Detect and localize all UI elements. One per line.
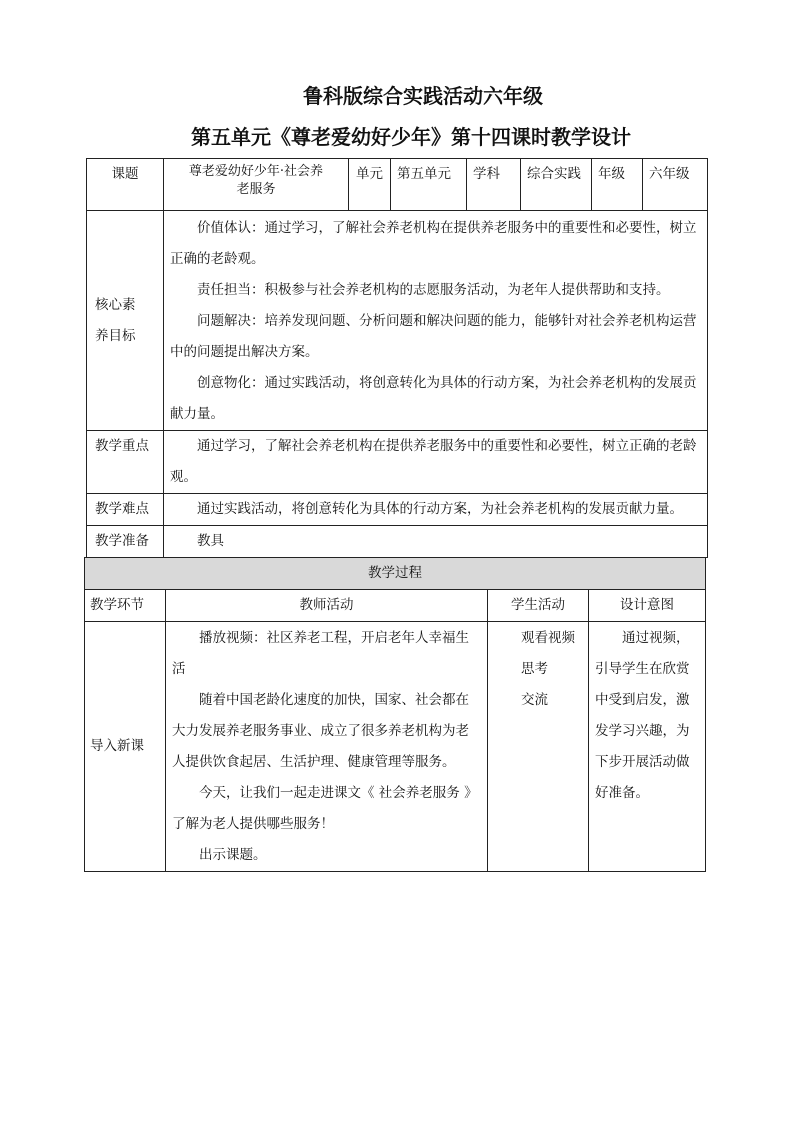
subject-value: 综合实践 <box>521 159 592 211</box>
student-item: 交流 <box>521 692 548 708</box>
difficulty-row <box>87 494 708 526</box>
unit-label: 单元 <box>349 159 391 211</box>
process-row <box>85 622 706 872</box>
process-title-row <box>85 558 706 590</box>
core-goals-row <box>87 211 708 431</box>
design-intent <box>589 622 706 872</box>
prep-row <box>87 526 708 558</box>
focus-text: 通过学习，了解社会养老机构在提供养老服务中的重要性和必要性，树立正确的老龄观。 <box>164 431 708 494</box>
topic-line-2: 老服务 <box>236 182 276 197</box>
teacher-paragraph: 播放视频：社区养老工程，开启老年人幸福生活 <box>172 630 469 677</box>
student-item: 观看视频 <box>521 630 575 646</box>
core-goal-paragraph: 问题解决：培养发现问题、分析问题和解决问题的能力，能够针对社会养老机构运营中的问题提出解决方案。 <box>170 313 697 360</box>
subject-label: 学科 <box>467 159 521 211</box>
header-stage: 教学环节 <box>85 590 166 622</box>
core-goal-paragraph: 责任担当：积极参与社会养老机构的志愿服务活动，为老年人提供帮助和支持。 <box>197 282 670 298</box>
header-teacher: 教师活动 <box>166 590 488 622</box>
stage-name: 导入新课 <box>85 622 166 872</box>
header-intent: 设计意图 <box>589 590 706 622</box>
intent-text: 通过视频，引导学生在欣赏中受到启发，激发学习兴趣，为下步开展活动做好准备。 <box>595 630 690 801</box>
unit-value: 第五单元 <box>391 159 467 211</box>
core-goals-label-line-1: 核心素 <box>95 296 136 313</box>
document-title: 鲁科版综合实践活动六年级 <box>303 84 543 108</box>
core-goal-paragraph: 价值体认：通过学习，了解社会养老机构在提供养老服务中的重要性和必要性，树立正确的老龄观。 <box>170 220 697 267</box>
teacher-paragraph: 随着中国老龄化速度的加快，国家、社会都在大力发展养老服务事业、成立了很多养老机构为老人提供饮食起居、生活护理、健康管理等服务。 <box>172 692 469 770</box>
document-subtitle: 第五单元《尊老爱幼好少年》第十四课时教学设计 <box>191 125 631 149</box>
focus-row <box>87 431 708 494</box>
prep-label: 教学准备 <box>87 526 164 558</box>
core-goal-paragraph: 创意物化：通过实践活动，将创意转化为具体的行动方案，为社会养老机构的发展贡献力量。 <box>170 375 697 422</box>
prep-text: 教具 <box>164 526 708 558</box>
topic-value <box>164 159 349 211</box>
student-item: 思考 <box>521 661 548 677</box>
header-student: 学生活动 <box>488 590 589 622</box>
teaching-process-table <box>84 557 706 872</box>
difficulty-label: 教学难点 <box>87 494 164 526</box>
teacher-paragraph: 出示课题。 <box>199 847 267 863</box>
core-goals-label-line-2: 养目标 <box>95 327 136 344</box>
topic-label: 课题 <box>87 159 164 211</box>
teacher-activity <box>166 622 488 872</box>
topic-line-1: 尊老爱幼好少年·社会养 <box>188 164 324 179</box>
core-goals-label <box>87 211 164 431</box>
student-activity <box>488 622 589 872</box>
process-title: 教学过程 <box>85 558 706 590</box>
core-goals-content <box>164 211 708 431</box>
difficulty-text: 通过实践活动，将创意转化为具体的行动方案，为社会养老机构的发展贡献力量。 <box>164 494 708 526</box>
lesson-info-table <box>86 158 708 558</box>
grade-value: 六年级 <box>643 159 708 211</box>
process-header-row <box>85 590 706 622</box>
focus-label: 教学重点 <box>87 431 164 494</box>
grade-label: 年级 <box>592 159 643 211</box>
info-row <box>87 159 708 211</box>
teacher-paragraph: 今天，让我们一起走进课文《 社会养老服务 》了解为老人提供哪些服务！ <box>172 785 478 832</box>
